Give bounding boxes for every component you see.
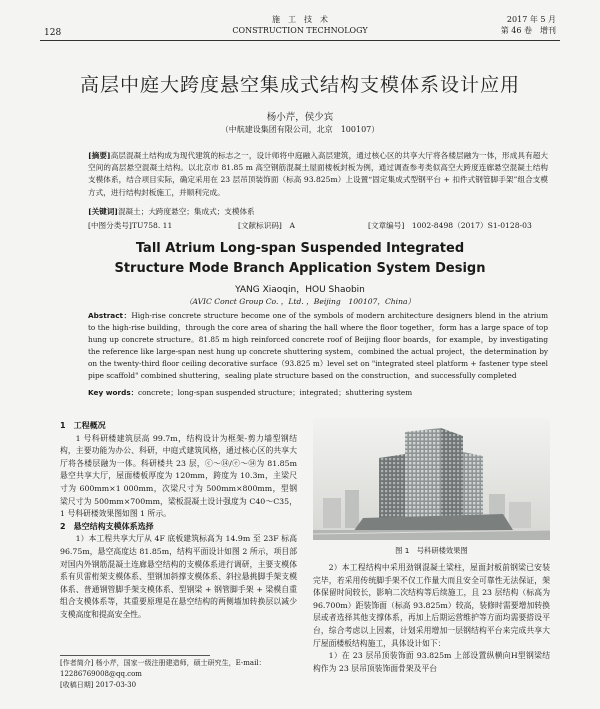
classification-row — [88, 220, 548, 231]
abstract-cn-text: 高层混凝土结构成为现代建筑的标志之一，设计师将中庭融入高层建筑，通过核心区的共享大厅将各楼层融为一体，形成具有超大空间的高层悬空混凝土结构。以北京市 81.85 m 高空钢筋混凝土屋面楼板封板为例，通过调查参考类似高空大跨度连廊悬空混凝土结构支模体系，结合项目实际，确定采用在 23 层吊顶装饰面（标高 93.825m）上设置“固定集成式型钢平台 + 扣件式钢管脚手架”组合支模方式，进行结构封板施工，并顺利完成。 — [88, 151, 549, 197]
author-bio: [作者简介] 杨小芹，国家一级注册建造师，硕士研究生，E-mail：12286769008@qq.com — [60, 659, 266, 678]
clc-number: [中图分类号]TU758. 11 — [88, 221, 173, 230]
abstract-cn — [88, 150, 548, 199]
received-date: [收稿日期] 2017-03-30 — [60, 681, 137, 689]
authors-cn: 杨小芹，侯少宾 — [266, 112, 334, 123]
keywords-cn-text: 混凝土；大跨度悬空；集成式；支模体系 — [117, 207, 255, 216]
abstract-cn-label: [摘要] — [88, 151, 111, 160]
affiliation-cn: （中航建设集团有限公司，北京 100107） — [220, 125, 380, 134]
abstract-en-text: High-rise concrete structure become one of the symbols of modern architecture designers blend in the atrium to the high-rise building，through the core area of sharing the hall where the floor together，form has a large space of top hung up concrete structure。81.85 m high reinforced concrete roof of Beijing floor boards，for example，by investigating the reference like large-span nest hung up concrete shuttering system，combined the actual project，the determination by on the twenty-third floor ceiling decorative surface（93.825 m）level set on "integrated steel platform + fastener type steel pipe scaffold" combined shuttering，sealing plate structure based on the construction，and successfully completed — [88, 311, 548, 380]
section-2-text: 1）本工程共享大厅从 4F 底板建筑标高为 14.9m 至 23F 标高 96.75m，悬空高度达 81.85m，结构平面设计如图 2 所示，项目部对国内外钢筋混凝土连廊悬空结构的支模体系进行调研，主要支模体系有贝雷桁架支模体系、型钢加斜撑支模体系、斜拉悬挑脚手架支模体系、普通钢管脚手架支模体系、型钢梁 + 钢管脚手架 + 梁模自重组合支模体系等，其重要原理是在悬空结构的两侧墙加转换层以减少支模高度和提高安全性。 — [60, 534, 297, 619]
abstract-en-label: Abstract： — [88, 311, 132, 320]
right-column-paragraph-2: 1）在 23 层吊顶装饰面 93.825m 上部设置纵横向H型钢梁结构作为 23 层吊顶装饰面骨架及平台 — [313, 651, 550, 673]
body-right-column — [313, 562, 550, 675]
section-2-heading: 2 悬空结构支模体系选择 — [60, 521, 154, 531]
page-number: 128 — [44, 28, 62, 38]
section-1-heading: 1 工程概况 — [60, 421, 106, 430]
paper-title-en-line2: Structure Mode Branch Application System Design — [114, 261, 486, 276]
section-1-text: 1 号科研楼建筑层高 99.7m，结构设计为框架-剪力墙型钢结构，主要功能为办公、科研，中庭式建筑风格，通过核心区的共享大厅将各楼层融为一体。科研楼共 23 层，ⓒ～⑭/ⓔ～⑭为 81.85m 悬空共享大厅，屋面楼板厚度为 120mm，跨度为 10.3m，主梁尺寸为 600mm×1 000mm，次梁尺寸为 500mm×800mm，型钢梁尺寸为 500mm×700mm，梁板混凝土设计强度为 C40～C35，1 号科研楼效果图如图 1 所示。 — [60, 433, 297, 519]
article-number: [文章编号] 1002-8498（2017）S1-0128-03 — [368, 221, 532, 230]
affiliation-en: （AVIC Conct Group Co. ，Ltd. ，Beijing 100107，China） — [184, 297, 416, 306]
building-rendering-figure — [313, 418, 550, 540]
authors-en: YANG Xiaoqin，HOU Shaobin — [235, 285, 365, 295]
keywords-en-label: Key words： — [88, 388, 138, 397]
body-left-column — [60, 420, 297, 622]
building-rendering-image — [313, 418, 550, 540]
header-rule — [40, 40, 560, 41]
paper-title-en-line1: Tall Atrium Long-span Suspended Integrated — [135, 241, 465, 256]
journal-name-cn: 施 工 技 术 — [272, 15, 328, 24]
issue-info — [501, 14, 556, 36]
keywords-en — [88, 388, 548, 398]
keywords-cn — [88, 206, 548, 218]
footnote-rule — [60, 655, 210, 656]
footnote — [60, 658, 297, 691]
figure-1-caption: 图 1 号科研楼效果图 — [395, 546, 468, 555]
issue-date: 2017 年 5 月 — [506, 15, 556, 24]
document-code: [文献标识码] A — [238, 221, 295, 230]
paper-title-cn: 高层中庭大跨度悬空集成式结构支模体系设计应用 — [79, 74, 520, 96]
right-column-paragraph-1: 2）本工程结构中采用劲钢混凝土梁柱，屋面封板前钢梁已安装完毕，若采用传统脚手架不仅工作量大而且安全可靠性无法保证，架体保留时间较长，影响二次结构等后续施工，且 23 层结构（标高为 96.700m）距装饰面（标高 93.825m）较高，装修时需要增加转换层或者选择其他支撑体系，再加上后期运营维护等方面均需要搭设平台，综合考虑以上因素，计划采用增加一层钢结构平台来完成共享大厅屋面楼板结构施工，具体设计如下： — [313, 563, 550, 648]
paper-title-en — [40, 239, 560, 279]
abstract-en — [88, 310, 548, 382]
keywords-cn-label: [关键词] — [88, 207, 118, 216]
keywords-en-text: concrete；long-span suspended structure；integrated；shuttering system — [138, 388, 413, 397]
issue-volume: 第 46 卷 增刊 — [500, 26, 556, 35]
journal-name-en: CONSTRUCTION TECHNOLOGY — [232, 26, 368, 35]
